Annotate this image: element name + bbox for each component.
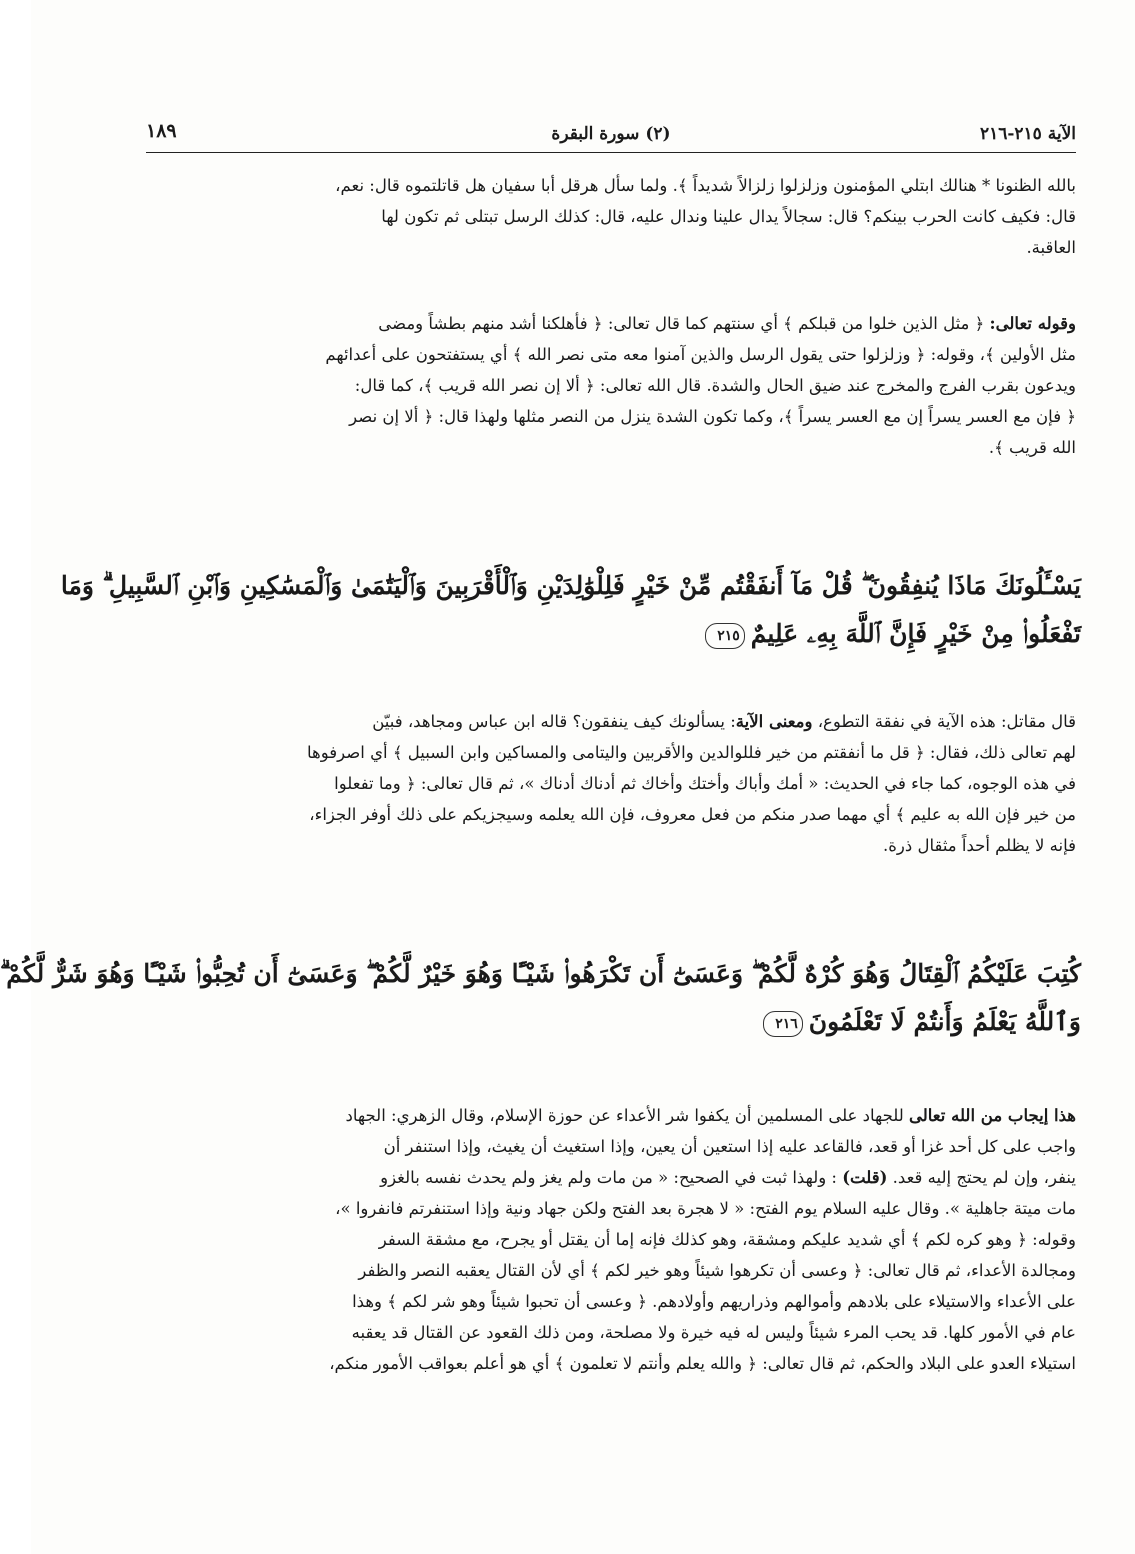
bold-lead: وقوله تعالى: [989,314,1076,333]
text-run: : يسألونك كيف ينفقون؟ قاله ابن عباس ومجاهد، فبيّن [372,712,736,731]
bold-lead: هذا إيجاب من الله تعالى [909,1106,1076,1125]
text-line: لهم تعالى ذلك، فقال: ﴿ قل ما أنفقتم من خير فللوالدين والأقربين واليتامى والمساكين وابن السبيل ﴾ أي اصرفوها [307,743,1076,762]
text-run: للجهاد على المسلمين أن يكفوا شر الأعداء عن حوزة الإسلام، وقال الزهري: الجهاد [345,1106,909,1125]
quran-verse-216 [0,950,1081,1046]
text-line [146,1162,1076,1193]
text-line: ومجالدة الأعداء، ثم قال تعالى: ﴿ وعسى أن تكرهوا شيئاً وهو خير لكم ﴾ أي لأن القتال يعقبه النصر والظفر [358,1261,1076,1280]
text-line: فإنه لا يظلم أحداً مثقال ذرة. [883,836,1076,855]
ayah-number-marker: ٢١٦ [763,1011,803,1037]
verse-line [141,610,1081,658]
verse-text: تَفْعَلُوا۟ مِنْ خَيْرٍ فَإِنَّ ٱللَّهَ بِهِۦ عَلِيمٌ [750,619,1081,648]
verse-line: كُتِبَ عَلَيْكُمُ ٱلْقِتَالُ وَهُوَ كُرْهٌ لَّكُمْ ۖ وَعَسَىٰٓ أَن تَكْرَهُوا۟ شَيْـًٔا وَهُوَ خَيْرٌ لَّكُمْ ۖ وَعَسَىٰٓ أَن تُحِبُّوا۟ شَيْـًٔا وَهُوَ شَرٌّ لَّكُمْ ۗ [0,959,1081,988]
text-line: في هذه الوجوه، كما جاء في الحديث: « أمك وأباك وأختك وأخاك ثم أدناك أدناك »، ثم قال تعالى: ﴿ وما تفعلوا [334,774,1076,793]
text-run: ينفر، وإن لم يحتج إليه قعد. [892,1168,1076,1187]
bold-phrase: (قلت) [842,1168,888,1187]
paragraph-3 [146,706,1076,861]
text-line [146,706,1076,737]
header-rule [146,152,1076,153]
text-run: : ولهذا ثبت في الصحيح: « من مات ولم يغز ولم يحدث نفسه بالغزو [380,1168,837,1187]
bold-phrase: ومعنى الآية [735,712,813,731]
text-line [146,308,1076,339]
text-run: قال مقاتل: هذه الآية في نفقة التطوع، [817,712,1076,731]
text-line: على الأعداء والاستيلاء على بلادهم وأموالهم وذراريهم وأولادهم. ﴿ وعسى أن تحبوا شيئاً وهو شر لكم ﴾ وهذا [352,1292,1076,1311]
verse-text: وَٱللَّهُ يَعْلَمُ وَأَنتُمْ لَا تَعْلَمُونَ [808,1007,1081,1036]
text-line: قال: فكيف كانت الحرب بينكم؟ قال: سجالاً يدال علينا وندال عليه، قال: كذلك الرسل تبتلى ثم تكون لها [381,207,1076,226]
text-line [146,1100,1076,1131]
quran-verse-215 [60,562,1081,658]
running-header [146,118,1076,148]
surah-title: (٢) سورة البقرة [551,124,671,144]
text-line: بالله الظنونا * هنالك ابتلي المؤمنون وزلزلوا زلزالاً شديداً ﴾. ولما سأل هرقل أبا سفيان هل قاتلتموه قال: نعم، [335,176,1076,195]
verse-line: يَسْـَٔلُونَكَ مَاذَا يُنفِقُونَ ۖ قُلْ مَآ أَنفَقْتُم مِّنْ خَيْرٍ فَلِلْوَٰلِدَيْنِ وَٱلْأَقْرَبِينَ وَٱلْيَتَٰمَىٰ وَٱلْمَسَٰكِينِ وَٱبْنِ ٱلسَّبِيلِ ۗ وَمَا [60,571,1081,600]
ayah-number-marker: ٢١٥ [705,623,745,649]
verse-line [141,998,1081,1046]
text-line: استيلاء العدو على البلاد والحكم، ثم قال تعالى: ﴿ والله يعلم وأنتم لا تعلمون ﴾ أي هو أعلم بعواقب الأمور منكم، [329,1354,1076,1373]
paragraph-4 [146,1100,1076,1379]
paragraph-1 [146,170,1076,263]
text-line: مثل الأولين ﴾، وقوله: ﴿ وزلزلوا حتى يقول الرسل والذين آمنوا معه متى نصر الله ﴾ أي يستفتحون على أعدائهم [325,345,1076,364]
text-run: ﴿ مثل الذين خلوا من قبلكم ﴾ أي سنتهم كما قال تعالى: ﴿ فأهلكنا أشد منهم بطشاً ومضى [378,314,990,333]
text-line: وقوله: ﴿ وهو كره لكم ﴾ أي شديد عليكم ومشقة، وهو كذلك فإنه إما أن يقتل أو يجرح، مع مشقة السفر [378,1230,1076,1249]
text-line: من خير فإن الله به عليم ﴾ أي مهما صدر منكم من فعل معروف، فإن الله يعلمه وسيجزيكم على ذلك أوفر الجزاء، [309,805,1076,824]
text-line: واجب على كل أحد غزا أو قعد، فالقاعد عليه إذا استعين أن يعين، وإذا استغيث أن يغيث، وإذا استنفر أن [383,1137,1076,1156]
text-line: ﴿ فإن مع العسر يسراً إن مع العسر يسراً ﴾، وكما تكون الشدة ينزل من النصر مثلها ولهذا قال: ﴿ ألا إن نصر [349,407,1076,426]
paragraph-2 [146,308,1076,463]
text-line: العاقبة. [1026,238,1076,257]
ayah-range: الآية ٢١٥-٢١٦ [979,124,1076,144]
text-line: مات ميتة جاهلية ». وقال عليه السلام يوم الفتح: « لا هجرة بعد الفتح ولكن جهاد ونية وإذا استنفرتم فانفروا »، [335,1199,1076,1218]
text-line: ويدعون بقرب الفرج والمخرج عند ضيق الحال والشدة. قال الله تعالى: ﴿ ألا إن نصر الله قريب ﴾، كما قال: [354,376,1076,395]
page-number: ١٨٩ [146,120,177,142]
text-line: عام في الأمور كلها. قد يحب المرء شيئاً وليس له فيه خيرة ولا مصلحة، ومن ذلك القعود عن القتال قد يعقبه [351,1323,1076,1342]
text-line: الله قريب ﴾. [988,438,1076,457]
